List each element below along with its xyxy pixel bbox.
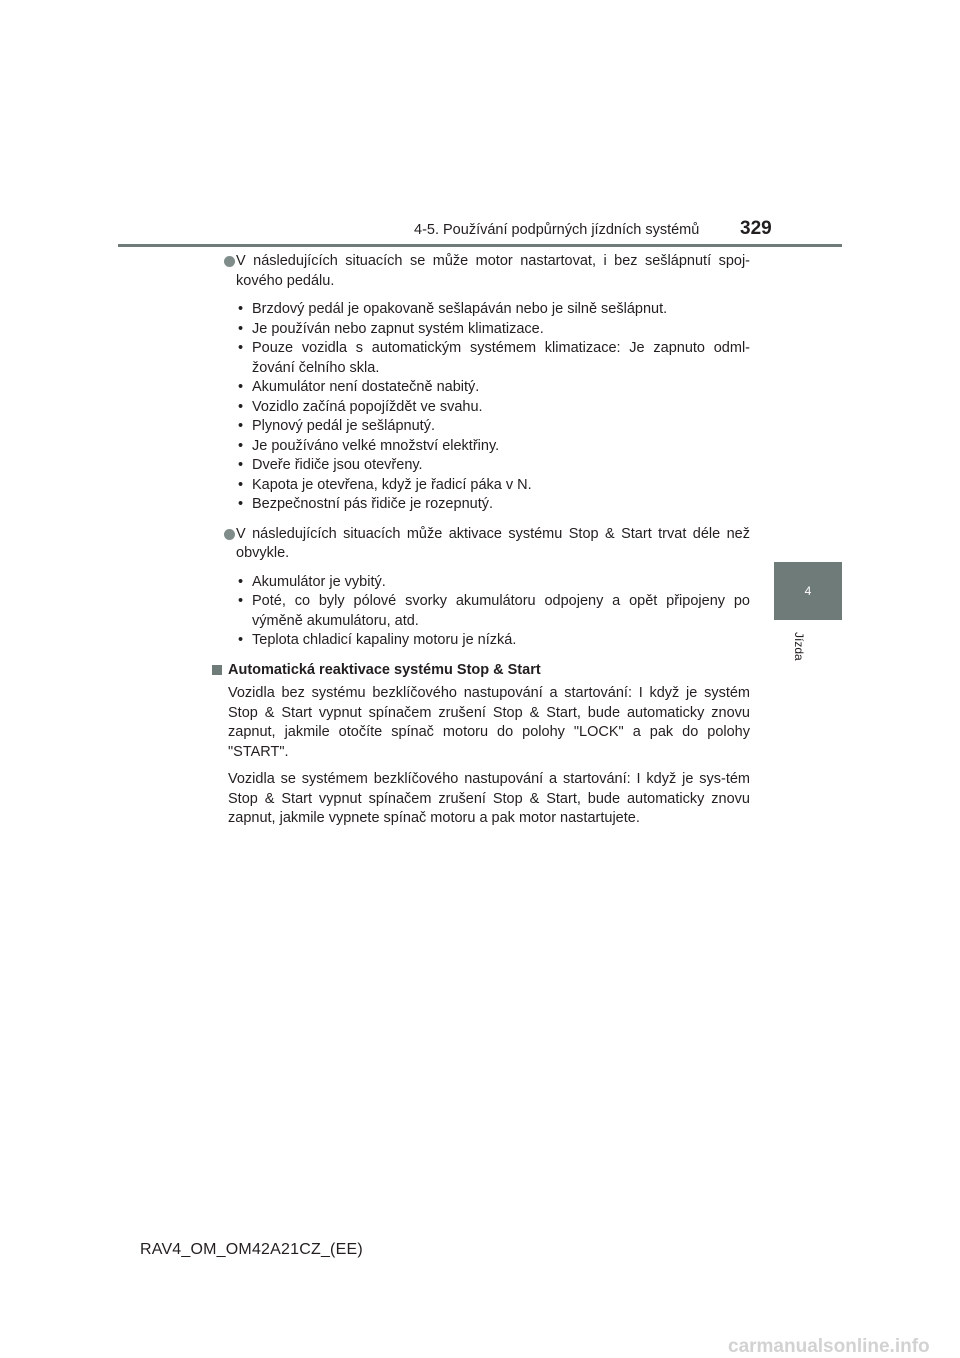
list-item: [212, 592, 750, 631]
bullet-text-2: V následujících situacích může aktivace systému Stop & Start trvat déle než obvykle.: [236, 525, 750, 561]
dot-bullet-icon: •: [238, 573, 244, 590]
square-bullet-icon: [212, 665, 222, 675]
document-code: RAV4_OM_OM42A21CZ_(EE): [140, 1241, 363, 1258]
list-item-text: Plynový pedál je sešlápnutý.: [252, 418, 435, 434]
list-item-text: Vozidlo začíná popojíždět ve svahu.: [252, 398, 483, 415]
circle-bullet-icon: [224, 529, 235, 540]
dot-bullet-icon: •: [238, 301, 244, 317]
section-paragraph-2: Vozidla se systémem bezklíčového nastupování a startování: I když je sys-tém Stop & Start vypnut spínačem zrušení Stop & Start, bude automaticky znovu zapnut, jakmile vypnete spínač motoru a pak motor nastartujete.: [228, 771, 750, 826]
section-title: 4-5. Používání podpůrných jízdních systémů: [414, 222, 700, 238]
dot-bullet-icon: •: [238, 593, 244, 609]
list-item-text: Bezpečnostní pás řidiče je rozepnutý.: [252, 496, 493, 512]
chapter-number: 4: [804, 584, 812, 598]
list-item: [212, 495, 750, 515]
section-heading-text: Automatická reaktivace systému Stop & Start: [228, 661, 541, 678]
chapter-tab[interactable]: [774, 562, 842, 620]
list-item: [212, 437, 750, 457]
section-heading: [212, 661, 750, 681]
list-item-text: Kapota je otevřena, když je řadicí páka v N.: [252, 476, 532, 493]
sub-list-2: [212, 573, 750, 651]
list-item-text: Akumulátor není dostatečně nabitý.: [252, 379, 480, 395]
list-item: [212, 339, 750, 378]
list-item-text: Dveře řidiče jsou otevřeny.: [252, 457, 423, 473]
dot-bullet-icon: •: [238, 398, 244, 415]
page-number: 329: [740, 218, 772, 239]
header-rule: [118, 244, 842, 247]
section-paragraph-1: Vozidla bez systému bezklíčového nastupování a startování: I když je systém Stop & Start vypnut spínačem zrušení Stop & Start, bude automaticky znovu zapnut, jakmile otočíte spínač motoru do polohy "LOCK" a pak do polohy "START".: [228, 685, 750, 760]
dot-bullet-icon: •: [238, 320, 244, 337]
list-item-text: Akumulátor je vybitý.: [252, 573, 386, 590]
dot-bullet-icon: •: [238, 340, 244, 356]
dot-bullet-icon: •: [238, 496, 244, 512]
list-item: [212, 573, 750, 593]
list-item-text: Je používán nebo zapnut systém klimatizace.: [252, 320, 544, 337]
list-item-text: Teplota chladicí kapaliny motoru je nízká.: [252, 632, 517, 648]
list-item: [212, 417, 750, 437]
list-item: [212, 456, 750, 476]
sub-list-1: [212, 300, 750, 515]
bullet-paragraph-2: [212, 525, 750, 564]
list-item: [212, 300, 750, 320]
list-item: [212, 631, 750, 651]
list-item-text: Brzdový pedál je opakovaně sešlapáván nebo je silně sešlápnut.: [252, 301, 668, 317]
list-item-text: Pouze vozidla s automatickým systémem klimatizace: Je zapnuto odml-žování čelního skla.: [252, 340, 750, 376]
list-item-text: Poté, co byly pólové svorky akumulátoru odpojeny a opět připojeny po výměně akumulátoru, atd.: [252, 593, 750, 629]
list-item-text: Je používáno velké množství elektřiny.: [252, 437, 500, 454]
bullet-text-1: V následujících situacích se může motor nastartovat, i bez sešlápnutí spoj-kového pedálu.: [236, 253, 750, 289]
dot-bullet-icon: •: [238, 437, 244, 454]
dot-bullet-icon: •: [238, 379, 244, 395]
dot-bullet-icon: •: [238, 476, 244, 493]
list-item: [212, 476, 750, 496]
watermark: carmanualsonline.info: [728, 1336, 930, 1357]
page-content: [212, 252, 750, 837]
circle-bullet-icon: [224, 256, 235, 267]
bullet-paragraph-1: [212, 252, 750, 291]
list-item: [212, 398, 750, 418]
chapter-label: Jízda: [792, 632, 806, 661]
list-item: [212, 378, 750, 398]
list-item: [212, 320, 750, 340]
dot-bullet-icon: •: [238, 457, 244, 473]
dot-bullet-icon: •: [238, 418, 244, 434]
dot-bullet-icon: •: [238, 632, 244, 648]
